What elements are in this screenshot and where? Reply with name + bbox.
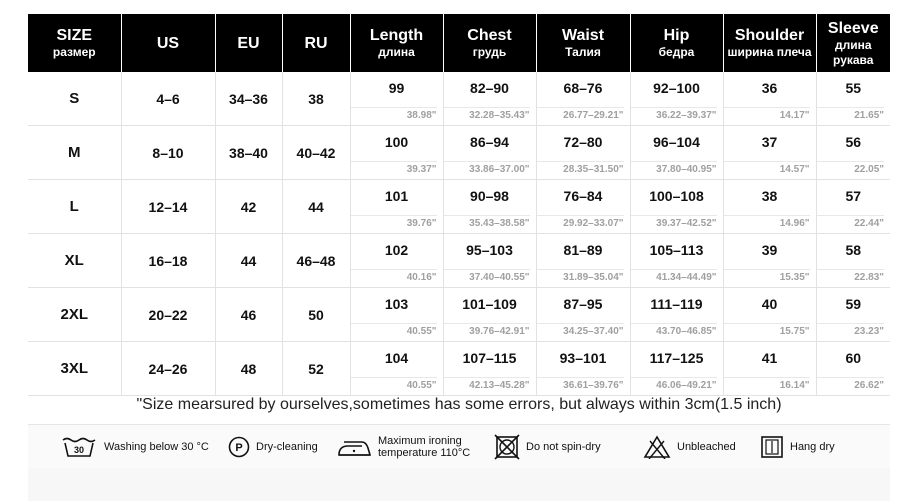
measure-inch: 40.16" (351, 269, 437, 283)
bottom-band (28, 468, 890, 501)
cell-us: 8–10 (121, 126, 215, 180)
table-row (28, 72, 890, 126)
cell-size: XL (28, 234, 121, 288)
measure-inch: 33.86–37.00" (444, 161, 530, 175)
measure-inch: 40.55" (351, 323, 437, 337)
header-label: Waist (561, 27, 605, 44)
care-bleach-label: Unbleached (677, 441, 736, 453)
care-dry-clean-label: Dry-cleaning (256, 441, 318, 453)
cell-measure (630, 234, 723, 288)
header-us (121, 14, 215, 72)
size-chart (28, 14, 890, 396)
measure-inch: 14.57" (724, 161, 810, 175)
no-bleach-icon (643, 435, 671, 459)
size-table (28, 14, 890, 396)
measure-inch: 14.17" (724, 107, 810, 121)
measure-inch: 36.22–39.37" (631, 107, 717, 121)
cell-measure (350, 288, 443, 342)
measure-cm: 76–84 (563, 188, 603, 204)
cell-measure (816, 126, 890, 180)
header-sleeve (816, 14, 890, 72)
cell-measure (443, 126, 536, 180)
header-label: Sleeve (827, 19, 879, 37)
cell-size: M (28, 126, 121, 180)
header-sublabel: бедра (658, 45, 695, 59)
cell-measure (630, 342, 723, 396)
cell-eu: 46 (215, 288, 282, 342)
cell-measure (723, 288, 816, 342)
header-size (28, 14, 121, 72)
cell-measure (630, 126, 723, 180)
no-tumble-dry-icon (494, 434, 520, 460)
cell-us: 24–26 (121, 342, 215, 396)
measure-inch: 39.76–42.91" (444, 323, 530, 337)
cell-us: 16–18 (121, 234, 215, 288)
header-label: Length (369, 27, 424, 44)
care-hang (760, 425, 835, 469)
table-row (28, 288, 890, 342)
table-row (28, 342, 890, 396)
header-label: RU (304, 34, 328, 52)
header-sublabel: размер (52, 45, 96, 59)
measure-cm: 90–98 (470, 188, 509, 204)
measure-cm: 38 (761, 188, 778, 204)
size-note: "Size mearsured by ourselves,sometimes has some errors, but always within 3cm(1.5 inch) (136, 396, 782, 413)
cell-measure (723, 72, 816, 126)
measure-cm: 60 (845, 350, 862, 366)
header-sublabel: ширина плеча (727, 45, 812, 59)
cell-measure (350, 126, 443, 180)
measure-inch: 37.40–40.55" (444, 269, 530, 283)
measure-cm: 41 (761, 350, 778, 366)
cell-measure (443, 288, 536, 342)
measure-inch: 22.05" (817, 161, 885, 175)
cell-measure (350, 234, 443, 288)
cell-size: L (28, 180, 121, 234)
measure-cm: 100 (384, 134, 409, 150)
measure-cm: 101 (384, 188, 409, 204)
cell-measure (816, 288, 890, 342)
measure-inch: 42.13–45.28" (444, 377, 530, 391)
cell-us: 12–14 (121, 180, 215, 234)
measure-inch: 26.62" (817, 377, 885, 391)
measure-inch: 21.65" (817, 107, 885, 121)
measure-inch: 26.77–29.21" (537, 107, 624, 121)
measure-cm: 102 (384, 242, 409, 258)
care-spin-label: Do not spin-dry (526, 441, 601, 453)
cell-measure (723, 342, 816, 396)
header-label: Hip (663, 27, 690, 44)
header-chest (443, 14, 536, 72)
table-body (28, 72, 890, 396)
measure-cm: 104 (384, 350, 409, 366)
measure-cm: 36 (761, 80, 778, 96)
cell-measure (350, 72, 443, 126)
header-label: Chest (467, 27, 512, 44)
header-label: SIZE (56, 27, 93, 44)
cell-eu: 44 (215, 234, 282, 288)
cell-ru: 38 (282, 72, 350, 126)
measure-cm: 87–95 (563, 296, 603, 312)
care-iron-line2: temperature 110°C (378, 447, 471, 459)
cell-measure (723, 180, 816, 234)
measure-cm: 40 (761, 296, 778, 312)
cell-size: 3XL (28, 342, 121, 396)
care-wash (60, 425, 209, 469)
cell-measure (536, 342, 630, 396)
measure-inch: 14.96" (724, 215, 810, 229)
header-shoulder (723, 14, 816, 72)
dry-clean-glyph: P (235, 442, 243, 454)
measure-inch: 39.76" (351, 215, 437, 229)
header-row (28, 14, 890, 72)
measure-inch: 29.92–33.07" (537, 215, 624, 229)
measure-inch: 40.55" (351, 377, 437, 391)
care-iron-line1: Maximum ironing (378, 435, 462, 447)
cell-eu: 48 (215, 342, 282, 396)
measure-cm: 57 (845, 188, 862, 204)
measure-cm: 82–90 (470, 80, 509, 96)
cell-ru: 40–42 (282, 126, 350, 180)
header-length (350, 14, 443, 72)
measure-cm: 99 (388, 80, 405, 96)
care-instructions (28, 424, 890, 470)
header-ru (282, 14, 350, 72)
measure-cm: 111–119 (650, 296, 703, 312)
cell-size: S (28, 72, 121, 126)
cell-ru: 50 (282, 288, 350, 342)
measure-inch: 16.14" (724, 377, 810, 391)
measure-cm: 95–103 (466, 242, 513, 258)
measure-cm: 103 (384, 296, 409, 312)
care-wash-label: Washing below 30 °C (104, 441, 209, 453)
cell-measure (443, 72, 536, 126)
cell-size: 2XL (28, 288, 121, 342)
header-label: EU (237, 34, 260, 52)
measure-inch: 36.61–39.76" (537, 377, 624, 391)
wash-temp-glyph: 30 (73, 445, 85, 455)
measure-inch: 32.28–35.43" (444, 107, 530, 121)
cell-measure (350, 342, 443, 396)
measure-cm: 59 (845, 296, 862, 312)
measure-inch: 41.34–44.49" (631, 269, 717, 283)
cell-measure (816, 342, 890, 396)
measure-cm: 96–104 (653, 134, 700, 150)
measure-inch: 31.89–35.04" (537, 269, 624, 283)
cell-measure (816, 180, 890, 234)
measure-inch: 35.43–38.58" (444, 215, 530, 229)
measure-inch: 22.44" (817, 215, 885, 229)
measure-cm: 68–76 (563, 80, 603, 96)
iron-icon (336, 436, 372, 458)
measure-cm: 100–108 (649, 188, 704, 204)
measure-inch: 28.35–31.50" (537, 161, 624, 175)
measure-inch: 39.37–42.52" (631, 215, 717, 229)
cell-measure (630, 72, 723, 126)
care-hang-label: Hang dry (790, 441, 835, 453)
measure-cm: 56 (845, 134, 862, 150)
cell-measure (723, 234, 816, 288)
cell-measure (536, 126, 630, 180)
care-iron-label (378, 435, 470, 459)
table-row (28, 126, 890, 180)
cell-measure (536, 180, 630, 234)
cell-ru: 46–48 (282, 234, 350, 288)
care-iron (336, 425, 470, 469)
measure-inch: 15.75" (724, 323, 810, 337)
hang-dry-icon (760, 435, 784, 459)
cell-eu: 34–36 (215, 72, 282, 126)
table-row (28, 234, 890, 288)
cell-measure (536, 234, 630, 288)
measure-cm: 81–89 (563, 242, 603, 258)
cell-measure (816, 72, 890, 126)
cell-measure (630, 288, 723, 342)
header-sublabel: длина (378, 45, 415, 59)
cell-ru: 44 (282, 180, 350, 234)
cell-measure (723, 126, 816, 180)
measure-inch: 15.35" (724, 269, 810, 283)
cell-measure (536, 288, 630, 342)
header-eu (215, 14, 282, 72)
measure-inch: 37.80–40.95" (631, 161, 717, 175)
measure-inch: 46.06–49.21" (631, 377, 717, 391)
measure-inch: 39.37" (351, 161, 437, 175)
wash-30-icon (60, 435, 98, 459)
cell-measure (443, 180, 536, 234)
cell-measure (443, 234, 536, 288)
cell-measure (536, 72, 630, 126)
cell-eu: 38–40 (215, 126, 282, 180)
measure-cm: 72–80 (563, 134, 603, 150)
cell-measure (816, 234, 890, 288)
measure-cm: 58 (845, 242, 862, 258)
care-bleach (643, 425, 736, 469)
cell-eu: 42 (215, 180, 282, 234)
measure-inch: 22.83" (817, 269, 885, 283)
cell-measure (443, 342, 536, 396)
header-sublabel: грудь (472, 45, 507, 59)
header-sublabel: Талия (565, 45, 601, 59)
dry-clean-p-icon (228, 436, 250, 458)
measure-cm: 101–109 (462, 296, 517, 312)
measure-cm: 86–94 (470, 134, 509, 150)
measure-cm: 55 (845, 80, 862, 96)
cell-ru: 52 (282, 342, 350, 396)
cell-us: 4–6 (121, 72, 215, 126)
table-row (28, 180, 890, 234)
header-label: Shoulder (734, 27, 805, 44)
measure-cm: 93–101 (559, 350, 607, 366)
cell-measure (630, 180, 723, 234)
cell-measure (350, 180, 443, 234)
measure-inch: 34.25–37.40" (537, 323, 624, 337)
measure-cm: 39 (761, 242, 778, 258)
care-dry-clean (228, 425, 318, 469)
measure-inch: 38.98" (351, 107, 437, 121)
measure-cm: 37 (761, 134, 778, 150)
measure-inch: 43.70–46.85" (631, 323, 717, 337)
header-label: US (156, 34, 180, 52)
measure-cm: 105–113 (649, 242, 704, 258)
care-spin (494, 425, 601, 469)
measure-cm: 92–100 (653, 80, 700, 96)
measure-cm: 107–115 (462, 350, 517, 366)
measure-inch: 23.23" (817, 323, 885, 337)
cell-us: 20–22 (121, 288, 215, 342)
header-waist (536, 14, 630, 72)
measure-cm: 117–125 (649, 350, 704, 366)
header-hip (630, 14, 723, 72)
header-sublabel: длина рукава (833, 37, 874, 67)
